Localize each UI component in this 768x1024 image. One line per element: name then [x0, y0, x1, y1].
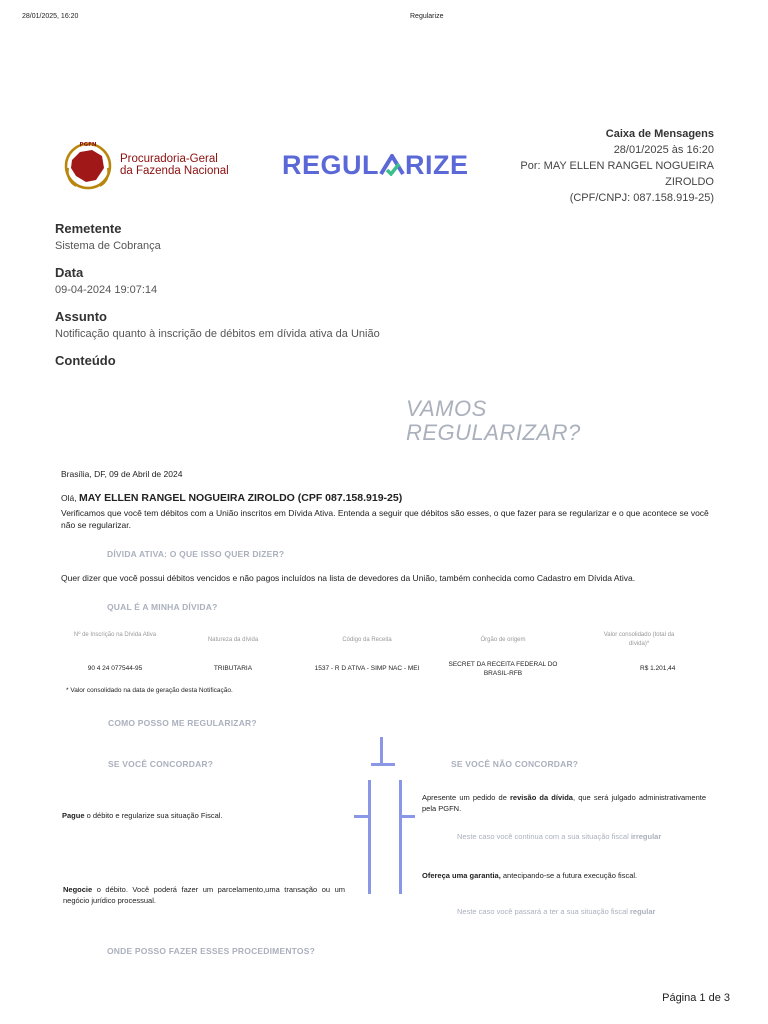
- pay-rest: o débito e regularize sua situação Fiscal.: [84, 811, 223, 820]
- pay-option: [62, 811, 223, 820]
- guarantee-note-bold: regular: [630, 907, 656, 916]
- page-number: Página 1 de 3: [662, 992, 730, 1004]
- subject-value: Notificação quanto à inscrição de débitos em dívida ativa da União: [55, 328, 380, 340]
- negotiate-bold: Negocie: [63, 885, 93, 894]
- table-cell-inscricao: 90 4 24 077544-95: [87, 665, 143, 672]
- footnote: * Valor consolidado na data de geração desta Notificação.: [66, 687, 233, 694]
- regularize-logo-left: REGUL: [282, 150, 379, 180]
- header-doc: (CPF/CNPJ: 087.158.919-25): [569, 192, 714, 204]
- greeting-prefix: Olá,: [61, 493, 77, 503]
- banner-line1: VAMOS: [406, 396, 487, 421]
- bracket-stem: [380, 737, 383, 763]
- table-header-natureza: Natureza da dívida: [207, 637, 259, 643]
- table-cell-codigo: 1537 - R D ATIVA - SIMP NAC - MEI: [314, 665, 420, 672]
- guarantee-option: [422, 871, 637, 880]
- greeting: [61, 492, 402, 504]
- bracket-left: [368, 780, 371, 894]
- agree-title: SE VOCÊ CONCORDAR?: [108, 759, 214, 769]
- header-title: Caixa de Mensagens: [605, 128, 714, 140]
- print-datetime: 28/01/2025, 16:20: [22, 13, 79, 20]
- banner-heading: [406, 397, 666, 445]
- table-cell-valor: R$ 1.201,44: [640, 665, 676, 672]
- bracket-left-tick: [354, 815, 370, 818]
- guarantee-note: [457, 907, 655, 916]
- review-bold: revisão da dívida: [510, 793, 573, 802]
- bracket-right: [399, 780, 402, 894]
- question-divida-ativa: DÍVIDA ATIVA: O QUE ISSO QUER DIZER?: [107, 549, 285, 559]
- greeting-name: MAY ELLEN RANGEL NOGUEIRA ZIROLDO (CPF 087.158.919-25): [78, 492, 403, 504]
- table-header-orgao: Órgão de origem: [480, 637, 526, 643]
- subject-label: Assunto: [55, 309, 107, 324]
- regularize-logo-right: RIZE: [405, 150, 469, 180]
- pgfn-name: [120, 153, 229, 177]
- svg-text:PGFN: PGFN: [79, 142, 97, 148]
- bracket-stem-base: [371, 763, 395, 766]
- regularize-a-icon: [379, 154, 405, 176]
- table-header-inscricao: Nº de Inscrição na Dívida Ativa: [73, 632, 157, 638]
- review-note-bold: irregular: [630, 832, 662, 841]
- guarantee-note-pre: Neste caso você passará a ter a sua situação fiscal: [457, 907, 631, 916]
- question-onde: ONDE POSSO FAZER ESSES PROCEDIMENTOS?: [107, 946, 315, 956]
- negotiate-option: [63, 884, 345, 906]
- guarantee-rest: antecipando-se a futura execução fiscal.: [500, 871, 638, 880]
- pgfn-name-line1: Procuradoria-Geral: [120, 153, 218, 165]
- table-cell-natureza: TRIBUTARIA: [213, 665, 253, 672]
- review-option: [422, 792, 706, 814]
- bracket-right-tick: [399, 815, 415, 818]
- question-minha-divida: QUAL É A MINHA DÍVIDA?: [107, 602, 218, 612]
- answer-divida-ativa: Quer dizer que você possui débitos vencidos e não pagos incluídos na lista de devedores da União, também conhecida como Cadastro em Dívida Ativa.: [61, 573, 636, 583]
- disagree-title: SE VOCÊ NÃO CONCORDAR?: [451, 759, 579, 769]
- pay-bold: Pague: [62, 811, 85, 820]
- negotiate-rest: o débito. Você poderá fazer um parcelamento,uma transação ou um negócio jurídico processual.: [63, 885, 345, 905]
- print-title: Regularize: [410, 13, 444, 20]
- date-value: 09-04-2024 19:07:14: [55, 284, 158, 296]
- regularize-logo: [282, 150, 469, 181]
- guarantee-bold: Ofereça uma garantia,: [422, 871, 501, 880]
- review-note: [457, 832, 661, 841]
- header-by-line2: ZIROLDO: [665, 176, 714, 188]
- pgfn-logo: [62, 138, 232, 192]
- review-post: , que será julgado administrativamente pela PGFN.: [422, 793, 707, 813]
- banner-line2: REGULARIZAR?: [406, 420, 581, 445]
- table-cell-orgao: SECRET DA RECEITA FEDERAL DO BRASIL-RFB: [448, 661, 558, 677]
- place-date: Brasília, DF, 09 de Abril de 2024: [61, 469, 183, 479]
- table-header-valor: Valor consolidado (total da dívida)*: [603, 632, 675, 647]
- intro-text: Verificamos que você tem débitos com a União inscritos em Dívida Ativa. Entenda a seguir que débitos são esses, o que fazer para se regularizar e o que acontece se você não se regularizar.: [61, 508, 709, 530]
- header-datetime: 28/01/2025 às 16:20: [613, 144, 714, 156]
- review-note-pre: Neste caso você continua com a sua situação fiscal: [457, 832, 631, 841]
- message-box-header: [474, 126, 714, 206]
- pgfn-seal-icon: [62, 138, 114, 192]
- content-label: Conteúdo: [55, 353, 116, 368]
- question-regularizar: COMO POSSO ME REGULARIZAR?: [108, 718, 257, 728]
- sender-value: Sistema de Cobrança: [55, 240, 161, 252]
- table-header-codigo: Código da Receita: [342, 637, 392, 643]
- date-label: Data: [55, 265, 84, 280]
- header-by-line1: Por: MAY ELLEN RANGEL NOGUEIRA: [520, 160, 714, 172]
- sender-label: Remetente: [55, 221, 122, 236]
- review-pre: Apresente um pedido de: [422, 793, 511, 802]
- pgfn-name-line2: da Fazenda Nacional: [120, 165, 229, 177]
